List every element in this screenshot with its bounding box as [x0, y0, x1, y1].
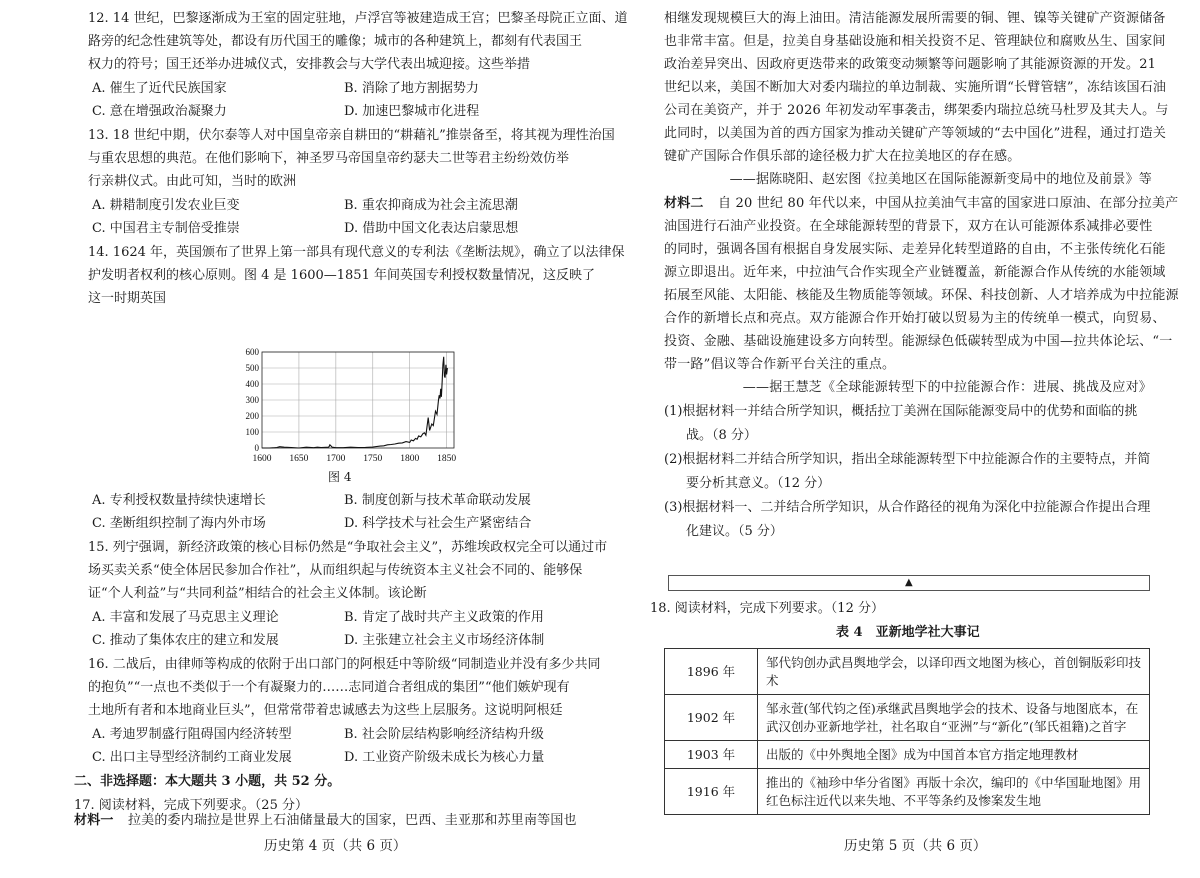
- q15-option-c[interactable]: C. 推动了集体农庄的建立和发展: [92, 633, 279, 648]
- table-cell-event: 推出的《袖珍中华分省图》再版十余次，编印的《中华国耻地图》用红色标注近代以来失地、不平等条约及惨案发生地: [758, 769, 1150, 815]
- q12-line-2: 路旁的纪念性建筑等处，都设有历代国王的雕像；城市的各种建筑上，都刻有代表国王: [88, 34, 583, 49]
- m1-line-7: 键矿产国际合作俱乐部的途径极力扩大在拉美地区的存在感。: [664, 149, 1021, 164]
- chart-x-tick-label: 1600: [252, 454, 272, 464]
- chart-y-tick-label: 200: [245, 411, 259, 421]
- m1-line-2: 也非常丰富。但是，拉美自身基础设施和相关投资不足、管理缺位和腐败丛生、国家间: [664, 34, 1166, 49]
- q14-line-2: 护发明者权利的核心原则。图 4 是 1600—1851 年间英国专利授权数量情况，这反映了: [88, 268, 595, 283]
- q12-option-b[interactable]: B. 消除了地方割据势力: [344, 81, 479, 96]
- table-row: [665, 741, 1150, 769]
- m2-line-4: 源立即退出。近年来，中拉油气合作实现全产业链覆盖，新能源合作从传统的水能领域: [664, 265, 1166, 280]
- chart-y-tick-label: 100: [245, 427, 259, 437]
- q16-option-c[interactable]: C. 出口主导型经济制约工商业发展: [92, 750, 292, 765]
- q13-line-3: 行亲耕仪式。由此可知，当时的欧洲: [88, 174, 297, 189]
- chart-y-tick-label: 0: [254, 443, 259, 453]
- q13-line-2: 与重农思想的典范。在他们影响下，神圣罗马帝国皇帝约瑟夫二世等君主纷纷效仿举: [88, 151, 570, 166]
- m2-line-1: [664, 195, 1178, 213]
- table-row: [665, 769, 1150, 815]
- q14-option-a[interactable]: A. 专利授权数量持续快速增长: [92, 493, 266, 508]
- chart-series-line: [262, 357, 447, 448]
- m2-source: ——据王慧芝《全球能源转型下的中拉能源合作：进展、挑战及应对》: [742, 380, 1152, 395]
- q16-option-d[interactable]: D. 工业资产阶级未成长为核心力量: [344, 750, 545, 765]
- q13-option-b[interactable]: B. 重农抑商成为社会主流思潮: [344, 198, 518, 213]
- chart-x-tick-label: 1750: [363, 454, 383, 464]
- m1-line-5: 公司在美资产，并于 2026 年初发动军事袭击，绑架委内瑞拉总统马杜罗及其夫人。与: [664, 103, 1169, 118]
- q16-option-a[interactable]: A. 考迪罗制盛行阻碍国内经济转型: [92, 727, 292, 742]
- req-1-line-1: (1)根据材料一并结合所学知识，概括拉丁美洲在国际能源变局中的优势和面临的挑: [664, 404, 1138, 419]
- chart-y-ticks: [246, 347, 260, 453]
- m2-line-3: 的同时，强调各国有根据自身发展实际、走差异化转型道路的自由，不主张传统化石能: [664, 242, 1166, 257]
- chart-x-tick-label: 1650: [289, 454, 309, 464]
- chart-x-tick-label: 1850: [437, 454, 457, 464]
- m1-line-1: 相继发现规模巨大的海上油田。清洁能源发展所需要的铜、锂、镍等关键矿产资源储备: [664, 11, 1166, 26]
- table-cell-year: 1902 年: [665, 695, 758, 741]
- left-page-footer: 历史第 4 页（共 6 页）: [264, 838, 407, 854]
- chart-y-tick-label: 400: [245, 379, 259, 389]
- q14-option-b[interactable]: B. 制度创新与技术革命联动发展: [344, 493, 531, 508]
- m1-line-3: 政治差异突出、因政府更迭带来的政策变动频繁等问题影响了其能源资源的开发。21: [664, 57, 1157, 72]
- q16-line-2: 的抱负”“一点也不类似于一个有凝聚力的……志同道合者组成的集团”“他们嫉妒现有: [88, 680, 570, 695]
- m1-source: ——据陈晓阳、赵宏图《拉美地区在国际能源新变局中的地位及前景》等: [729, 172, 1152, 187]
- q15-option-d[interactable]: D. 主张建立社会主义市场经济体制: [344, 633, 545, 648]
- q15-option-a[interactable]: A. 丰富和发展了马克思主义理论: [92, 610, 279, 625]
- q15-line-3: 证“个人利益”与“共同利益”相结合的社会主义体制。该论断: [88, 586, 427, 601]
- m1-line-4: 世纪以来，美国不断加大对委内瑞拉的单边制裁、实施所谓“长臂管辖”，冻结该国石油: [664, 80, 1167, 95]
- q16-line-1: 16. 二战后，由律师等构成的依附于出口部门的阿根廷中等阶级“同制造业并没有多少共同: [88, 657, 601, 672]
- answer-marker-icon: ▲: [905, 577, 913, 588]
- q15-option-b[interactable]: B. 肯定了战时共产主义政策的作用: [344, 610, 544, 625]
- figure-4-caption: 图 4: [328, 470, 352, 484]
- patent-chart: [232, 344, 462, 466]
- chart-x-tick-label: 1800: [400, 454, 420, 464]
- req-2-line-2: 要分析其意义。（12 分）: [686, 476, 831, 491]
- q17-intro: 17. 阅读材料，完成下列要求。（25 分）: [74, 798, 308, 813]
- q15-line-1: 15. 列宁强调，新经济政策的核心目标仍然是“争取社会主义”，苏维埃政权完全可以通过市: [88, 540, 608, 555]
- m2-line-5: 拓展至风能、太阳能、核能及生物质能等领域。环保、科技创新、人才培养成为中拉能源: [664, 288, 1179, 303]
- chart-x-tick-label: 1700: [326, 454, 346, 464]
- q15-line-2: 场买卖关系“使全体居民参加合作社”，从而组织起与传统资本主义社会不同的、能够保: [88, 563, 583, 578]
- chart-x-ticks: [253, 454, 457, 464]
- q13-option-c[interactable]: C. 中国君主专制倍受推崇: [92, 221, 240, 236]
- q13-line-1: 13. 18 世纪中期，伏尔泰等人对中国皇帝亲自耕田的“耕藉礼”推崇备至，将其视为理性治国: [88, 128, 615, 143]
- table-row: [665, 649, 1150, 695]
- req-2-line-1: (2)根据材料二并结合所学知识，指出全球能源转型下中拉能源合作的主要特点，并简: [664, 452, 1151, 467]
- right-page-footer: 历史第 5 页（共 6 页）: [844, 838, 987, 854]
- q14-line-1: 14. 1624 年，英国颁布了世界上第一部具有现代意义的专利法《垄断法规》，确立了以法律保: [88, 245, 625, 260]
- m2-line-7: 投资、金融、基础设施建设多方向转型。能源绿色低碳转型成为中国—拉共体论坛、“一: [664, 334, 1173, 349]
- material-1-text: 拉美的委内瑞拉是世界上石油储量最大的国家，巴西、圭亚那和苏里南等国也: [127, 813, 577, 828]
- table-4: [664, 648, 1150, 815]
- q14-option-c[interactable]: C. 垄断组织控制了海内外市场: [92, 516, 266, 531]
- material-1-label: 材料一: [74, 813, 114, 828]
- q16-option-b[interactable]: B. 社会阶层结构影响经济结构升级: [344, 727, 544, 742]
- q14-option-d[interactable]: D. 科学技术与社会生产紧密结合: [344, 516, 532, 531]
- m2-line-8: 带一路”倡议等合作新平台关注的重点。: [664, 357, 896, 372]
- chart-y-tick-label: 300: [245, 395, 259, 405]
- m2-line-6: 合作的新增长点和亮点。双方能源合作开始打破以贸易为主的传统单一模式，向贸易、: [664, 311, 1166, 326]
- table-cell-event: 出版的《中外舆地全图》成为中国首本官方指定地理教材: [758, 741, 1150, 769]
- answer-area-box[interactable]: [668, 575, 1150, 591]
- material-1-first-line: [74, 812, 577, 830]
- table-cell-year: 1903 年: [665, 741, 758, 769]
- q13-option-d[interactable]: D. 借助中国文化表达启蒙思想: [344, 221, 519, 236]
- table-4-title: 表 4 亚新地学社大事记: [836, 625, 980, 640]
- req-3-line-2: 化建议。（5 分）: [686, 524, 783, 539]
- chart-y-tick-label: 600: [245, 347, 259, 357]
- chart-y-tick-label: 500: [245, 363, 259, 373]
- q12-option-a[interactable]: A. 催生了近代民族国家: [92, 81, 227, 96]
- q12-line-1: 12. 14 世纪，巴黎逐渐成为王室的固定驻地，卢浮宫等被建造成王宫；巴黎圣母院正立面、道: [88, 11, 628, 26]
- table-cell-event: 邹代钧创办武昌舆地学会，以译印西文地图为核心，首创铜版彩印技术: [758, 649, 1150, 695]
- req-1-line-2: 战。（8 分）: [686, 428, 757, 443]
- material-2-label: 材料二: [664, 196, 704, 211]
- m2-line-2: 油国进行石油产业投资。在全球能源转型的背景下，双方在认可能源体系减排必要性: [664, 219, 1153, 234]
- table-cell-event: 邹永萱(邹代钧之侄)承继武昌舆地学会的技术、设备与地图底本，在武汉创办亚新地学社，社名取自“亚洲”与“新化”(邹氏祖籍)之首字: [758, 695, 1150, 741]
- m1-line-6: 此同时，以美国为首的西方国家为推动关键矿产等领域的“去中国化”进程，通过打造关: [664, 126, 1167, 141]
- q18-intro: 18. 阅读材料，完成下列要求。（12 分）: [650, 601, 884, 616]
- table-cell-year: 1896 年: [665, 649, 758, 695]
- section-2-title: 二、非选择题：本大题共 3 小题，共 52 分。: [74, 774, 341, 789]
- q13-option-a[interactable]: A. 耕耤制度引发农业巨变: [92, 198, 240, 213]
- q16-line-3: 土地所有者和本地商业巨头”，但常常带着忠诚感去为这些上层服务。这说明阿根廷: [88, 703, 563, 718]
- m2-first-text: 自 20 世纪 80 年代以来，中国从拉美油气丰富的国家进口原油、在部分拉美产: [717, 196, 1179, 211]
- table-cell-year: 1916 年: [665, 769, 758, 815]
- table-row: [665, 695, 1150, 741]
- q12-option-d[interactable]: D. 加速巴黎城市化进程: [344, 104, 480, 119]
- q14-line-3: 这一时期英国: [88, 291, 167, 306]
- req-3-line-1: (3)根据材料一、二并结合所学知识，从合作路径的视角为深化中拉能源合作提出合理: [664, 500, 1151, 515]
- q12-option-c[interactable]: C. 意在增强政治凝聚力: [92, 104, 227, 119]
- q12-line-3: 权力的符号；国王还举办进城仪式，安排教会与大学代表出城迎接。这些举措: [88, 57, 531, 72]
